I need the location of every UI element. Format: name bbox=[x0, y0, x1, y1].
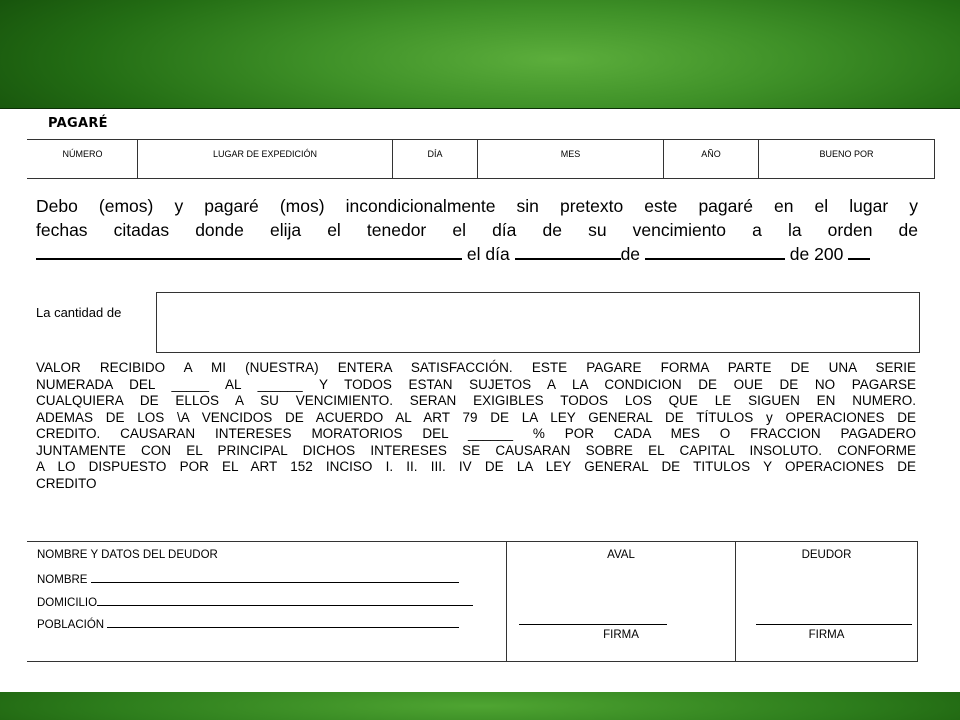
deudor-signature-line[interactable] bbox=[756, 624, 912, 625]
debtor-data-cell bbox=[28, 542, 507, 662]
nombre-label: NOMBRE bbox=[37, 574, 88, 586]
poblacion-row bbox=[37, 617, 506, 640]
legal-line: VALOR RECIBIDO A MI (NUESTRA) ENTERA SATISFACCIÓN. ESTE PAGARE FORMA PARTE DE UNA SERIE bbox=[36, 360, 916, 375]
header-fields-table bbox=[27, 139, 935, 179]
deudor-firma-label: FIRMA bbox=[808, 629, 845, 641]
legal-text bbox=[36, 360, 916, 492]
day-blank[interactable] bbox=[515, 244, 621, 260]
paragraph-line-2: fechas citadas donde elija el tenedor el día de su vencimiento a la orden de bbox=[36, 220, 918, 240]
payee-blank[interactable] bbox=[36, 244, 462, 260]
year-blank[interactable] bbox=[848, 244, 870, 260]
header-numero[interactable]: NÚMERO bbox=[28, 140, 138, 179]
legal-line: ADEMAS DE LOS \A VENCIDOS DE ACUERDO AL ART 79 DE LA LEY GENERAL DE TÍTULOS y OPERACIONES DE bbox=[36, 409, 916, 425]
legal-line: A LO DISPUESTO POR EL ART 152 INCISO I. II. III. IV DE LA LEY GENERAL DE TITULOS Y OPERACIONES DE bbox=[36, 459, 916, 474]
header-dia[interactable]: DÍA bbox=[393, 140, 478, 179]
header-mes[interactable]: MES bbox=[478, 140, 664, 179]
domicilio-label: DOMICILIO bbox=[37, 597, 98, 609]
month-blank[interactable] bbox=[645, 244, 785, 260]
cantidad-label: La cantidad de bbox=[36, 305, 122, 320]
deudor-cell bbox=[736, 542, 918, 662]
paragraph-line-1: Debo (emos) y pagaré (mos) incondicionalmente sin pretexto este pagaré en el lugar y bbox=[36, 196, 918, 216]
de-200-text: de 200 bbox=[789, 244, 844, 264]
legal-line: JUNTAMENTE CON EL PRINCIPAL DICHOS INTERESES SE CAUSARAN SOBRE EL CAPITAL INSOLUTO. CONFORME bbox=[36, 442, 916, 458]
debtor-heading: NOMBRE Y DATOS DEL DEUDOR bbox=[37, 549, 218, 561]
document-title: PAGARÉ bbox=[48, 116, 108, 131]
domicilio-row bbox=[37, 595, 506, 617]
legal-line: CREDITO. CAUSARAN INTERESES MORATORIOS DEL ______ % POR CADA MES O FRACCION PAGADERO bbox=[36, 426, 916, 441]
nombre-field[interactable] bbox=[91, 572, 459, 583]
poblacion-label: POBLACIÓN bbox=[37, 619, 105, 631]
poblacion-field[interactable] bbox=[107, 617, 459, 628]
domicilio-field[interactable] bbox=[97, 595, 473, 606]
de-text: de bbox=[620, 244, 641, 264]
aval-signature-line[interactable] bbox=[519, 624, 667, 625]
top-banner bbox=[0, 0, 960, 109]
header-bueno-por[interactable]: BUENO POR bbox=[759, 140, 935, 179]
el-dia-text: el día bbox=[466, 244, 510, 264]
header-lugar-expedicion[interactable]: LUGAR DE EXPEDICIÓN bbox=[138, 140, 393, 179]
promissory-paragraph bbox=[36, 194, 918, 266]
nombre-row bbox=[37, 572, 506, 595]
header-ano[interactable]: AÑO bbox=[664, 140, 759, 179]
bottom-banner bbox=[0, 692, 960, 720]
signature-table bbox=[27, 541, 918, 662]
cantidad-box[interactable] bbox=[156, 292, 920, 353]
legal-line: CREDITO bbox=[36, 475, 97, 491]
legal-line: NUMERADA DEL _____ AL ______ Y TODOS ESTAN SUJETOS A LA CONDICION DE OUE DE NO PAGARSE bbox=[36, 376, 916, 392]
aval-heading: AVAL bbox=[607, 549, 635, 561]
deudor-heading: DEUDOR bbox=[801, 549, 852, 561]
paragraph-line-3 bbox=[36, 242, 918, 266]
aval-cell bbox=[507, 542, 736, 662]
aval-firma-label: FIRMA bbox=[603, 629, 639, 641]
legal-line: CUALQUIERA DE ELLOS A SU VENCIMIENTO. SERAN EXIGIBLES TODOS LOS QUE LE SIGUEN EN NUMERO. bbox=[36, 393, 916, 408]
